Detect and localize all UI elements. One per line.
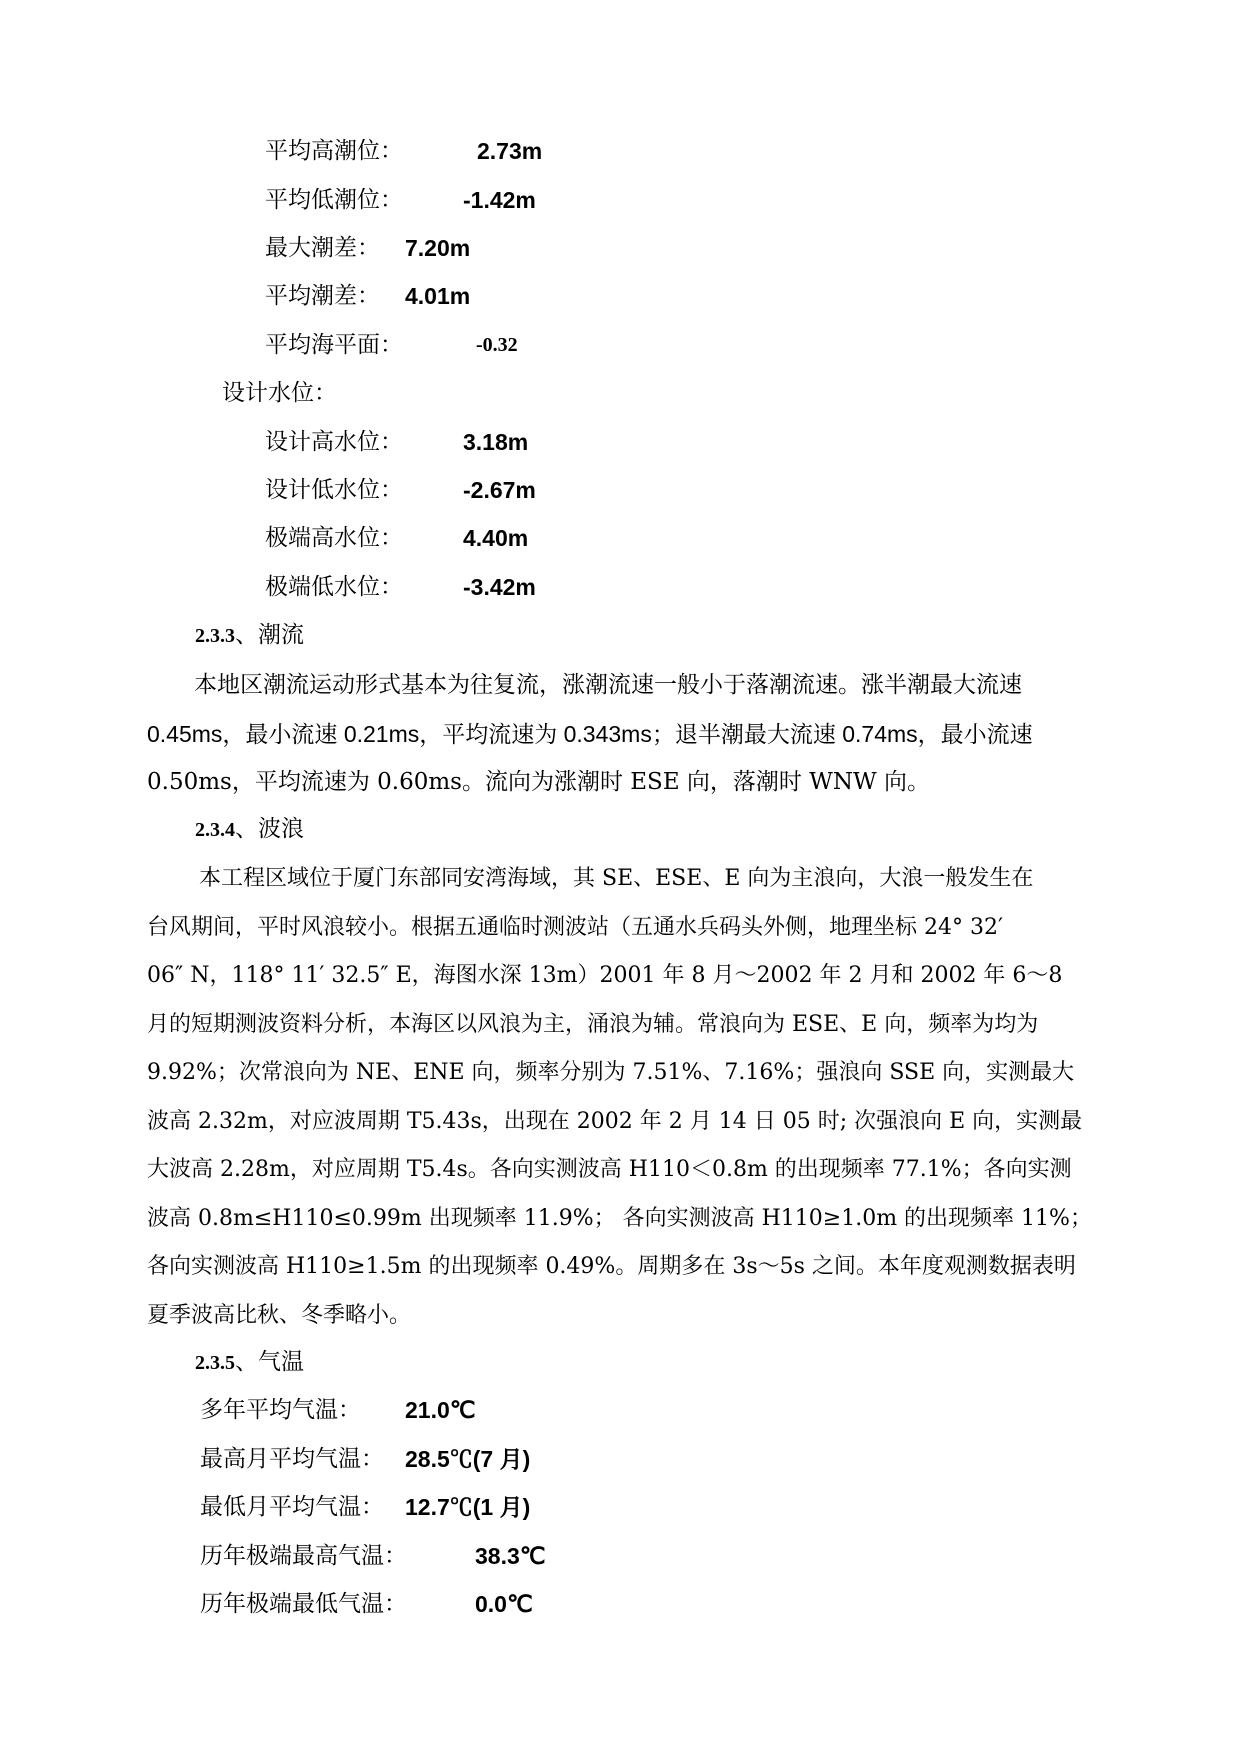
design-water-label: 极端低水位： [265, 574, 403, 600]
paragraph-line: 大波高 2.28m，对应周期 T5.4s。各向实测波高 H110＜0.8m 的出现频率 77.1%；各向实测 [147, 1157, 1072, 1182]
temperature-row [200, 1444, 531, 1474]
waves-paragraph [147, 855, 1157, 1340]
design-water-value: 4.40m [463, 525, 529, 551]
section-title: 、气温 [235, 1349, 304, 1375]
paragraph-line: 各向实测波高 H110≥1.5m 的出现频率 0.49%。周期多在 3s～5s 之间。本年度观测数据表明 [147, 1254, 1076, 1279]
design-water-label: 设计低水位： [265, 477, 403, 503]
tide-row [265, 330, 518, 360]
section-number: 2.3.4 [195, 819, 235, 841]
paragraph-line: 月的短期测波资料分析，本海区以风浪为主，涌浪为辅。常浪向为 ESE、E 向，频率为均为 [147, 1011, 1039, 1037]
tide-value: 4.01m [405, 283, 471, 309]
temperature-value: 38.3℃ [475, 1543, 546, 1569]
paragraph-line: 本地区潮流运动形式基本为往复流，涨潮流速一般小于落潮流速。涨半潮最大流速 [194, 672, 1022, 698]
tide-row [265, 185, 536, 215]
tide-label: 平均高潮位： [265, 138, 403, 164]
paragraph-line: 本工程区域位于厦门东部同安湾海域，其 SE、ESE、E 向为主浪向，大浪一般发生在 [199, 866, 1034, 891]
temperature-row [200, 1589, 533, 1619]
section-heading-temperature [195, 1347, 304, 1378]
paragraph-line: 台风期间，平时风浪较小。根据五通临时测波站（五通水兵码头外侧，地理坐标 24° 32′ [147, 914, 1003, 940]
temperature-label: 历年极端最低气温： [200, 1591, 407, 1617]
design-water-row [265, 572, 536, 602]
design-water-label: 极端高水位： [265, 525, 403, 551]
design-water-value: 3.18m [463, 429, 529, 455]
temperature-row [200, 1541, 546, 1571]
design-water-label: 设计高水位： [265, 429, 403, 455]
paragraph-line: 06″ N，118° 11′ 32.5″ E，海图水深 13m）2001 年 8 月～2002 年 2 月和 2002 年 6～8 [147, 963, 1063, 988]
tide-label: 平均海平面： [265, 332, 403, 358]
tide-value: 7.20m [405, 235, 471, 261]
tide-value: -0.32 [476, 334, 518, 356]
temperature-label: 最低月平均气温： [200, 1494, 384, 1520]
paragraph-line: 波高 0.8m≤H110≤0.99m 出现频率 11.9%； 各向实测波高 H110≥1.0m 的出现频率 11%； [147, 1205, 1092, 1231]
tide-row [265, 136, 543, 166]
paragraph-line: 0.45ms，最小流速 0.21ms，平均流速为 0.343ms；退半潮最大流速 0.74ms，最小流速 [147, 720, 1033, 747]
section-heading-waves [195, 814, 304, 845]
tide-value: 2.73m [477, 138, 543, 164]
section-number: 2.3.5 [195, 1352, 235, 1374]
temperature-value: 28.5℃(7 月) [405, 1446, 531, 1472]
section-title: 、潮流 [235, 622, 304, 648]
temperature-row [200, 1492, 531, 1522]
temperature-value: 0.0℃ [475, 1591, 533, 1617]
tide-label: 平均潮差： [265, 283, 380, 309]
section-title: 、波浪 [235, 816, 304, 842]
temperature-value: 21.0℃ [405, 1397, 476, 1423]
tide-row [265, 281, 471, 311]
temperature-label: 多年平均气温： [200, 1397, 361, 1423]
design-water-value: -3.42m [463, 574, 536, 600]
tide-label: 平均低潮位： [265, 187, 403, 213]
temperature-label: 最高月平均气温： [200, 1446, 384, 1472]
tidal-current-paragraph [147, 661, 1157, 807]
paragraph-line: 0.50ms，平均流速为 0.60ms。流向为涨潮时 ESE 向，落潮时 WNW 向。 [147, 769, 930, 795]
section-number: 2.3.3 [195, 625, 235, 647]
tide-row [265, 233, 471, 263]
tide-value: -1.42m [463, 187, 536, 213]
design-water-row [265, 523, 529, 553]
section-heading-tidal-current [195, 620, 304, 651]
design-water-value: -2.67m [463, 477, 536, 503]
temperature-row [200, 1395, 476, 1425]
design-water-row [265, 427, 529, 457]
paragraph-line: 夏季波高比秋、冬季略小。 [147, 1302, 412, 1328]
design-water-heading: 设计水位： [222, 380, 337, 406]
temperature-value: 12.7℃(1 月) [405, 1494, 531, 1520]
paragraph-line: 波高 2.32m，对应波周期 T5.43s，出现在 2002 年 2 月 14 日 05 时; 次强浪向 E 向，实测最 [147, 1108, 1083, 1134]
temperature-label: 历年极端最高气温： [200, 1543, 407, 1569]
paragraph-line: 9.92%；次常浪向为 NE、ENE 向，频率分别为 7.51%、7.16%；强浪向 SSE 向，实测最大 [147, 1060, 1075, 1085]
design-water-row [265, 475, 536, 505]
tide-label: 最大潮差： [265, 235, 380, 261]
